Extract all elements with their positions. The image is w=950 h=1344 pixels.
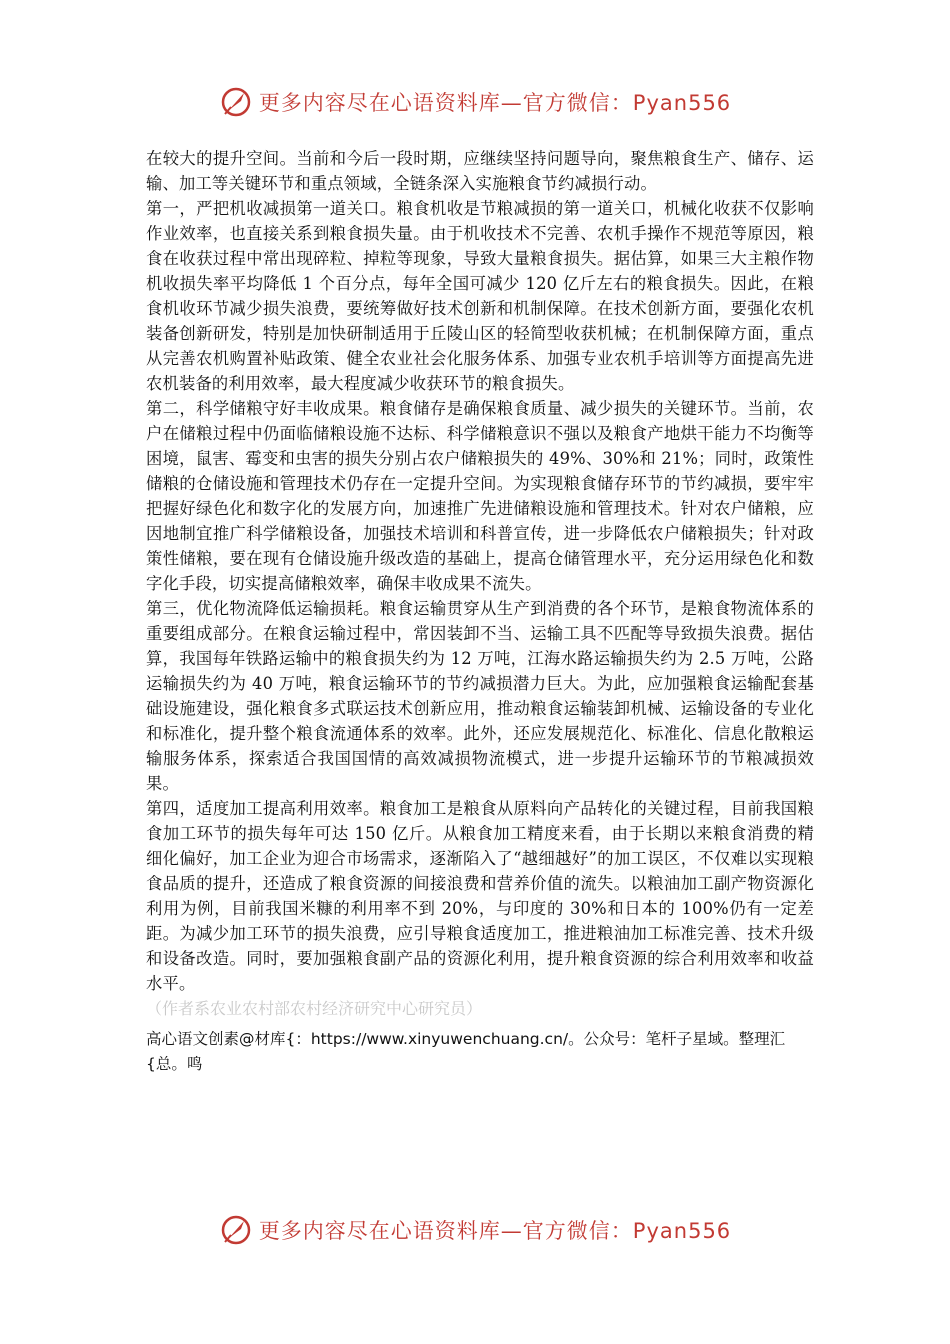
article-body bbox=[146, 146, 814, 1077]
paragraph-first: 第一，严把机收减损第一道关口。粮食机收是节粮减损的第一道关口，机械化收获不仅影响作业效率，也直接关系到粮食损失量。由于机收技术不完善、农机手操作不规范等原因，粮食在收获过程中常出现碎粒、掉粒等现象，导致大量粮食损失。据估算，如果三大主粮作物机收损失率平均降低 1 个百分点，每年全国可减少 120 亿斤左右的粮食损失。因此，在粮食机收环节减少损失浪费，要统筹做好技术创新和机制保障。在技术创新方面，要强化农机装备创新研发，特别是加快研制适用于丘陵山区的轻简型收获机械；在机制保障方面，重点从完善农机购置补贴政策、健全农业社会化服务体系、加强专业农机手培训等方面提高先进农机装备的利用效率，最大程度减少收获环节的粮食损失。 bbox=[146, 199, 814, 393]
quill-logo-icon bbox=[219, 85, 253, 119]
quill-logo-icon bbox=[219, 1213, 253, 1247]
watermark-text: 更多内容尽在心语资料库—官方微信：Pyan556 bbox=[258, 1219, 732, 1243]
author-note: （作者系农业农村部农村经济研究中心研究员） bbox=[146, 999, 483, 1018]
paragraph-fourth: 第四，适度加工提高利用效率。粮食加工是粮食从原料向产品转化的关键过程，目前我国粮食加工环节的损失每年可达 150 亿斤。从粮食加工精度来看，由于长期以来粮食消费的精细化偏好，加工企业为迎合市场需求，逐渐陷入了“越细越好”的加工误区，不仅难以实现粮食品质的提升，还造成了粮食资源的间接浪费和营养价值的流失。以粮油加工副产物资源化利用为例，目前我国米糠的利用率不到 20%，与印度的 30%和日本的 100%仍有一定差距。为减少加工环节的损失浪费，应引导粮食适度加工，推进粮油加工标准完善、技术升级和设备改造。同时，要加强粮食副产品的资源化利用，提升粮食资源的综合利用效率和收益水平。 bbox=[146, 799, 814, 993]
paragraph-intro: 在较大的提升空间。当前和今后一段时期，应继续坚持问题导向，聚焦粮食生产、储存、运输、加工等关键环节和重点领域，全链条深入实施粮食节约减损行动。 bbox=[146, 149, 814, 193]
paragraph-third: 第三，优化物流降低运输损耗。粮食运输贯穿从生产到消费的各个环节，是粮食物流体系的重要组成部分。在粮食运输过程中，常因装卸不当、运输工具不匹配等导致损失浪费。据估算，我国每年铁路运输中的粮食损失约为 12 万吨，江海水路运输损失约为 2.5 万吨，公路运输损失约为 40 万吨，粮食运输环节的节约减损潜力巨大。为此，应加强粮食运输配套基础设施建设，强化粮食多式联运技术创新应用，推动粮食运输装卸机械、运输设备的专业化和标准化，提升整个粮食流通体系的效率。此外，还应发展规范化、标准化、信息化散粮运输服务体系，探索适合我国国情的高效减损物流模式，进一步提升运输环节的节粮减损效果。 bbox=[146, 599, 814, 793]
watermark-banner-top bbox=[0, 82, 950, 122]
watermark-text: 更多内容尽在心语资料库—官方微信：Pyan556 bbox=[258, 91, 732, 115]
watermark-banner-bottom bbox=[0, 1210, 950, 1250]
source-footer: 高心语文创素@材库{：https://www.xinyuwenchuang.cn/。公众号：笔杆子星域。整理汇{总。鸣 bbox=[146, 1030, 786, 1073]
paragraph-second: 第二，科学储粮守好丰收成果。粮食储存是确保粮食质量、减少损失的关键环节。当前，农户在储粮过程中仍面临储粮设施不达标、科学储粮意识不强以及粮食产地烘干能力不均衡等困境，鼠害、霉变和虫害的损失分别占农户储粮损失的 49%、30%和 21%；同时，政策性储粮的仓储设施和管理技术仍存在一定提升空间。为实现粮食储存环节的节约减损，要牢牢把握好绿色化和数字化的发展方向，加速推广先进储粮设施和管理技术。针对农户储粮，应因地制宜推广科学储粮设备，加强技术培训和科普宣传，进一步降低农户储粮损失；针对政策性储粮，要在现有仓储设施升级改造的基础上，提高仓储管理水平，充分运用绿色化和数字化手段，切实提高储粮效率，确保丰收成果不流失。 bbox=[146, 399, 814, 593]
